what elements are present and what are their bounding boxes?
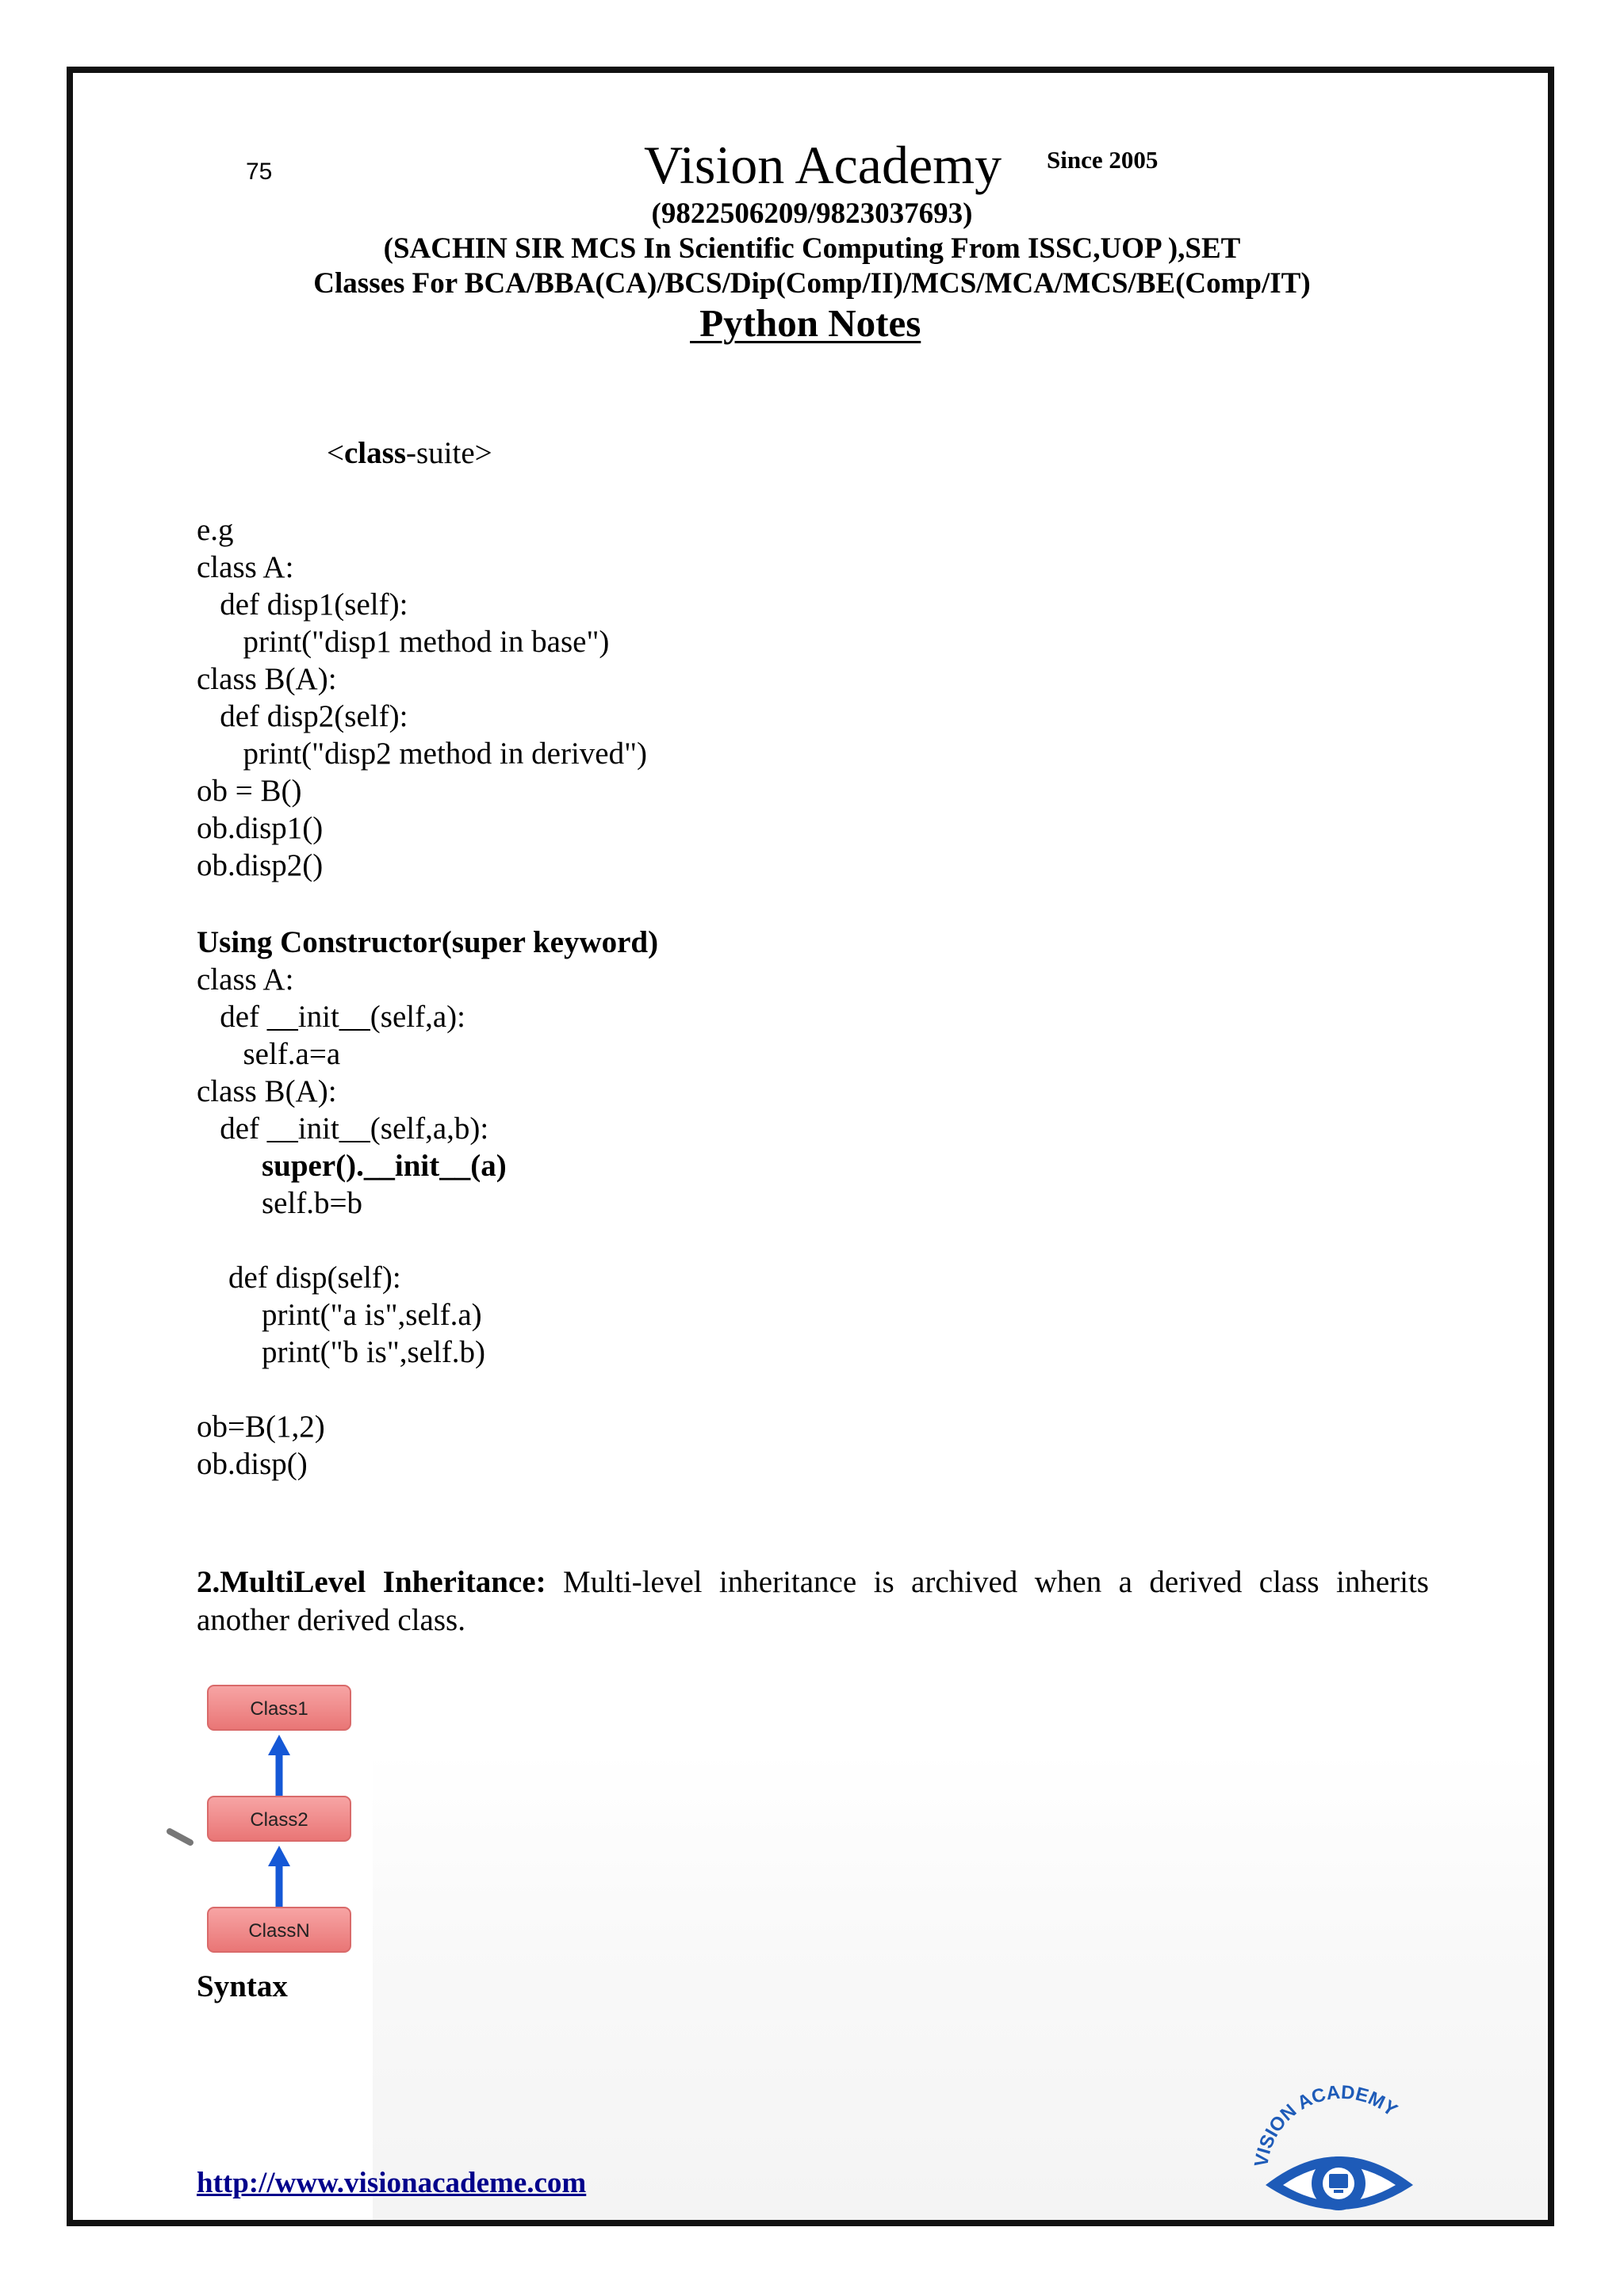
website-link[interactable]: http://www.visionacademe.com [197, 2167, 587, 2199]
logo-arc-text: VISION ACADEMY [1251, 2081, 1402, 2168]
code-line: ob.disp2() [197, 848, 324, 882]
code-line: self.b=b [262, 1186, 363, 1220]
code-line: def __init__(self,a,b): [197, 1112, 489, 1146]
syntax-label: Syntax [197, 1969, 288, 2003]
class2-label: Class2 [250, 1809, 308, 1831]
code-line: e.g [197, 513, 234, 547]
academy-title: Vision Academy [644, 135, 1002, 195]
class1-label: Class1 [250, 1698, 308, 1720]
code-line: self.a=a [197, 1037, 341, 1071]
code-line: def disp(self): [228, 1261, 401, 1295]
since-label: Since 2005 [1047, 146, 1159, 174]
code-line: class B(A): [197, 662, 337, 696]
constructor-heading: Using Constructor(super keyword) [197, 925, 659, 959]
code-line: def __init__(self,a): [197, 1000, 465, 1034]
code-line: print("b is",self.b) [262, 1335, 486, 1369]
subject-title: Python Notes [690, 301, 921, 345]
code-line: def disp1(self): [197, 587, 408, 622]
page-number: 75 [246, 159, 273, 185]
header-line-2: (SACHIN SIR MCS In Scientific Computing From ISSC,UOP ),SET [383, 232, 1241, 265]
stray-mark [170, 1831, 190, 1843]
inheritance-diagram [155, 1679, 385, 1965]
code-line: print("disp2 method in derived") [197, 737, 647, 771]
code-line: class A: [197, 550, 294, 584]
classn-label: ClassN [248, 1920, 310, 1942]
code-line: def disp2(self): [197, 699, 408, 733]
code-line: ob=B(1,2) [197, 1410, 325, 1444]
code-line: class B(A): [197, 1074, 337, 1108]
logo-text [1251, 2082, 1401, 2168]
arrow-icon [268, 1735, 290, 1797]
lt-sign: < [327, 436, 344, 470]
header-line-3: Classes For BCA/BBA(CA)/BCS/Dip(Comp/II)/MCS/MCA/MCS/BE(Comp/IT) [313, 267, 1311, 300]
header-phone: (9822506209/9823037693) [651, 197, 973, 230]
vision-academy-logo [1245, 2076, 1435, 2215]
code-line: print("disp1 method in base") [197, 625, 610, 659]
class2-box [208, 1797, 350, 1841]
code-line: class A: [197, 962, 294, 997]
code-line: print("a is",self.a) [262, 1298, 482, 1332]
classn-box [208, 1908, 350, 1952]
arrow-icon [268, 1846, 290, 1908]
multilevel-definition: Multi-level inheritance is archived when a derived class inherits another derived class. [197, 1565, 1429, 1637]
code-line: ob = B() [197, 774, 302, 808]
class1-box [208, 1686, 350, 1730]
super-call-line: super().__init__(a) [262, 1149, 507, 1183]
class-suite-line [327, 434, 492, 472]
class-keyword: class [344, 436, 406, 470]
multilevel-paragraph [197, 1563, 1429, 1640]
multilevel-term: 2.MultiLevel Inheritance: [197, 1565, 546, 1599]
eye-icon [1266, 2156, 1413, 2210]
code-line: ob.disp() [197, 1447, 308, 1481]
suite-text: -suite> [406, 436, 492, 470]
code-line: ob.disp1() [197, 811, 324, 845]
